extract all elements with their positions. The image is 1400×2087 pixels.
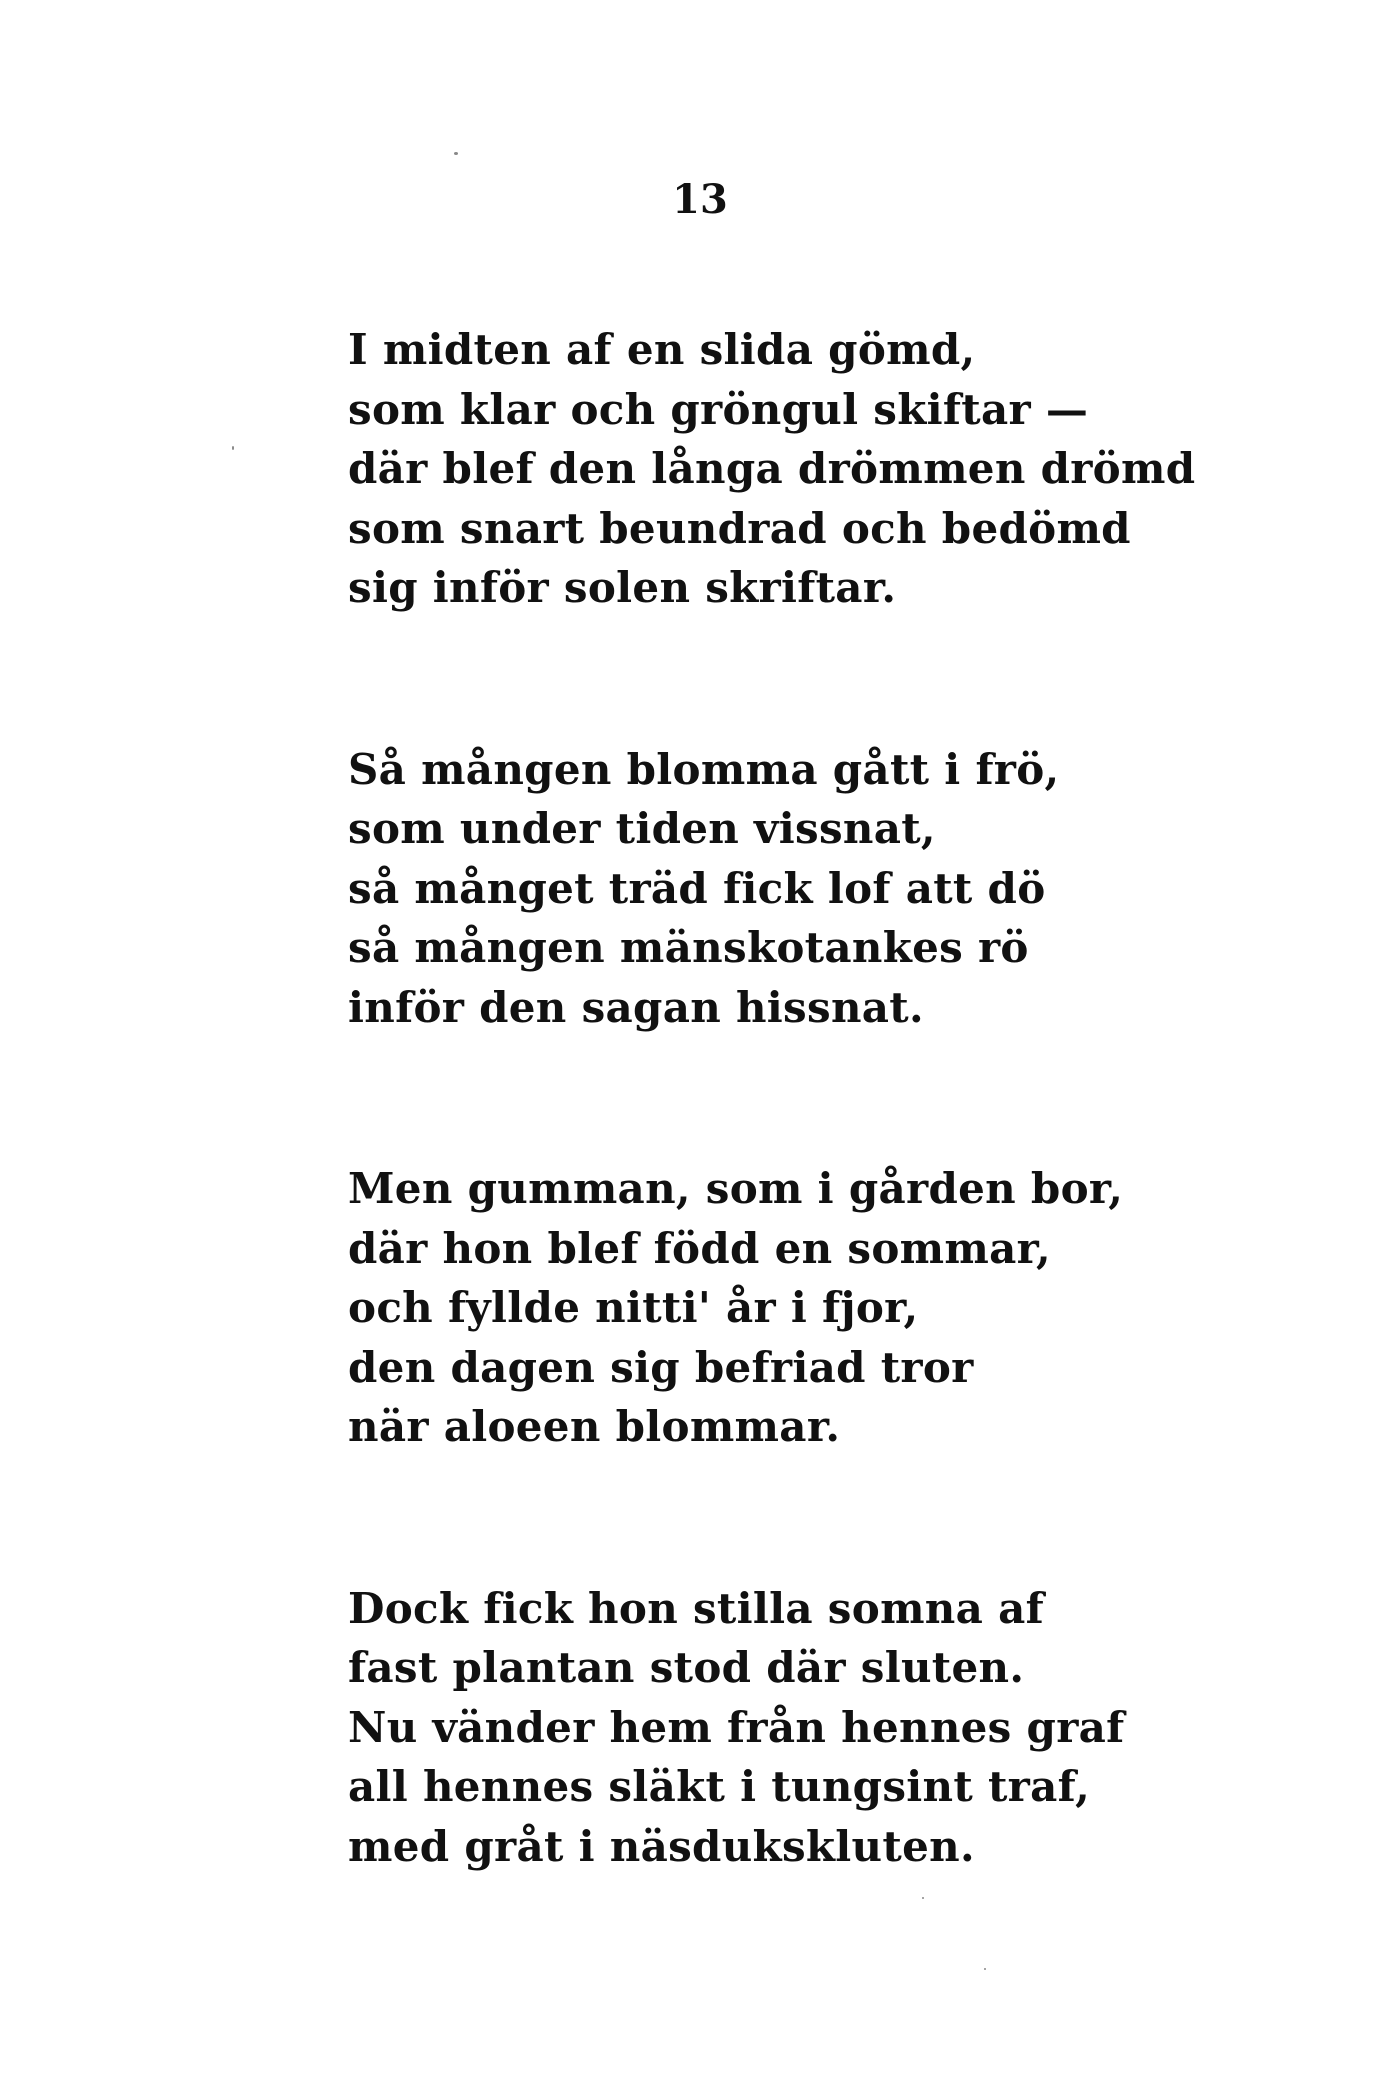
- ink-speck: [232, 446, 234, 450]
- stanza-4: [348, 1579, 1348, 1877]
- poem-line: som snart beundrad och bedömd: [348, 503, 1131, 553]
- poem-line: Men gumman, som i gården bor,: [348, 1164, 1124, 1213]
- stanza-1: [348, 320, 1348, 618]
- poem-line: den dagen sig befriad tror: [348, 1342, 974, 1392]
- poem-line: där blef den långa drömmen drömd: [348, 444, 1196, 493]
- stanza-3: [348, 1159, 1348, 1457]
- poem-line: när aloeen blommar.: [348, 1402, 841, 1451]
- ink-speck: [454, 152, 458, 155]
- poem-line: inför den sagan hissnat.: [348, 982, 924, 1032]
- stanza-2: [348, 740, 1348, 1038]
- poem-line: där hon blef född en sommar,: [348, 1223, 1051, 1273]
- poem-line: och fyllde nitti' år i fjor,: [348, 1283, 919, 1332]
- poem-line: Dock fick hon stilla somna af: [348, 1583, 1044, 1633]
- ink-speck: [984, 1968, 986, 1970]
- poem-line: all hennes släkt i tungsint traf,: [348, 1762, 1090, 1811]
- page-number: 13: [672, 176, 728, 223]
- ink-speck: [922, 1897, 924, 1899]
- poem-line: så månget träd fick lof att dö: [348, 863, 1046, 913]
- poem-line: så mången mänskotankes rö: [348, 923, 1029, 972]
- poem-line: som under tiden vissnat,: [348, 804, 936, 853]
- poem-line: med gråt i näsdukskluten.: [348, 1821, 975, 1871]
- poem-line: som klar och gröngul skiftar —: [348, 384, 1089, 434]
- poem-line: I midten af en slida gömd,: [348, 325, 976, 374]
- poem-line: Nu vänder hem från hennes graf: [348, 1702, 1125, 1752]
- poem-line: fast plantan stod där sluten.: [348, 1643, 1025, 1692]
- poem: [348, 320, 1348, 1876]
- poem-line: Så mången blomma gått i frö,: [348, 744, 1060, 794]
- poem-line: sig inför solen skriftar.: [348, 563, 897, 612]
